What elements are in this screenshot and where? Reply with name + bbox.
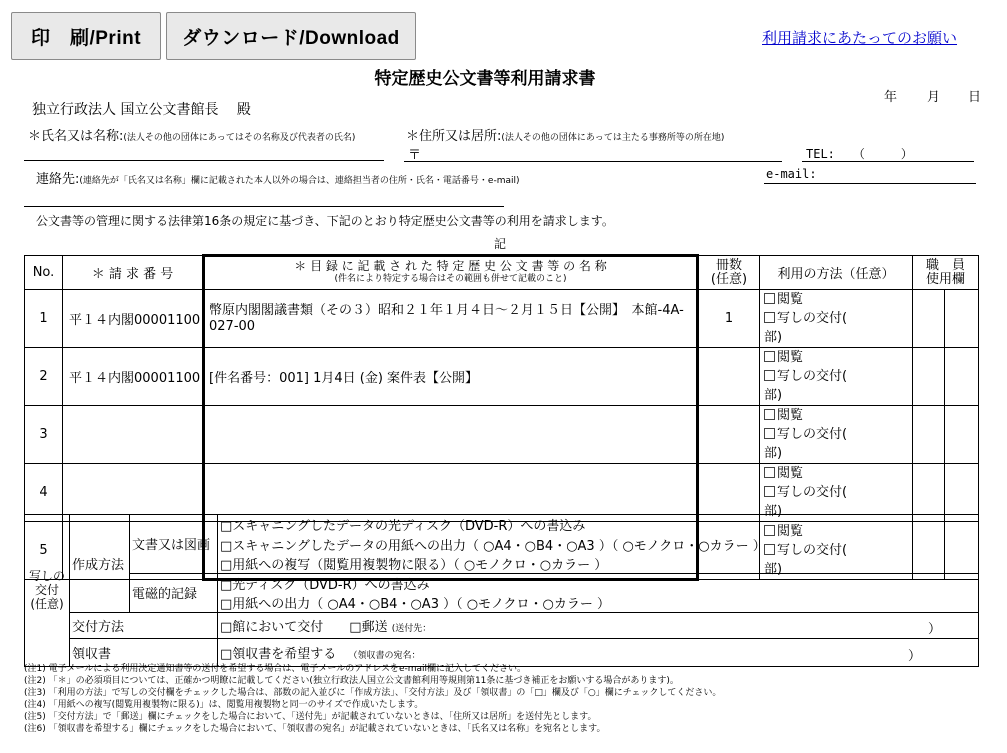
header-doc-name	[204, 256, 698, 290]
row-no: 5	[25, 522, 63, 580]
paper-option-print[interactable]: □スキャニングしたデータの用紙への出力（ ○A4・○B4・○A3 ）（ ○モノクロ・○カラー ）	[218, 535, 979, 554]
row-request-no[interactable]: 平１４内閣00001100	[63, 348, 204, 406]
form-title: 特定歴史公文書等利用請求書	[374, 69, 596, 89]
checkbox-icon[interactable]	[764, 351, 775, 362]
method-copy-option[interactable]	[764, 367, 912, 405]
name-label: ＊氏名又は名称:	[28, 129, 124, 144]
contact-label: 連絡先:	[36, 172, 80, 187]
method-view-label: 閲覧	[777, 292, 804, 307]
delivery-options	[218, 612, 979, 638]
row-method	[760, 348, 913, 406]
checkbox-icon[interactable]	[764, 467, 775, 478]
email-label: e-mail:	[766, 167, 817, 181]
table-row	[25, 406, 979, 464]
paper-label: 文書又は図画	[130, 515, 218, 574]
address-label-group	[406, 125, 724, 144]
tel-label: TEL: （ ）	[806, 147, 913, 161]
creation-method-label: 作成方法	[70, 515, 130, 613]
notice-link[interactable]: 利用請求にあたってのお願い	[762, 29, 958, 47]
address-input-line[interactable]	[404, 161, 782, 162]
tel-input-line[interactable]	[802, 161, 974, 162]
checkbox-icon[interactable]	[764, 370, 775, 381]
date-month: 月	[927, 90, 941, 105]
staff-cell	[913, 290, 945, 348]
method-view-option[interactable]	[764, 464, 912, 483]
staff-cell	[913, 464, 945, 522]
method-copy-option[interactable]	[764, 309, 912, 347]
method-copy-label: 写しの交付( 部)	[764, 427, 900, 461]
header-no: No.	[25, 256, 63, 290]
download-button[interactable]: ダウンロード/Download	[166, 12, 416, 60]
method-view-label: 閲覧	[777, 466, 804, 481]
receipt-options	[218, 638, 979, 666]
delivery-close: ）	[928, 621, 942, 637]
postal-mark: 〒	[408, 148, 422, 163]
receipt-option[interactable]: □領収書を希望する	[220, 646, 337, 662]
digital-option-disk[interactable]: □光ディスク（DVD-R）への書込み	[218, 573, 979, 593]
delivery-destination-label: (送付先：	[391, 623, 432, 634]
contact-note: (連絡先が「氏名又は名称」欄に記載された本人以外の場合は、連絡担当者の住所・氏名・電話番号・e-mail)	[79, 176, 520, 186]
note-1: (注1) 電子メールによる利用決定通知書等の送付を希望する場合は、電子メールのアドレスをe-mail欄に記入してください。	[24, 664, 527, 674]
header-doc-name-main: ＊ 目 録 に 記 載 さ れ た 特 定 歴 史 公 文 書 等 の 名 称	[294, 259, 607, 273]
checkbox-icon[interactable]	[764, 409, 775, 420]
row-doc-name[interactable]: [件名番号：001] 1月4日 (金) 案件表【公開】	[204, 348, 698, 406]
staff-cell	[913, 406, 945, 464]
copy-side-label: 写しの交付(任意)	[25, 515, 70, 667]
header-request-no: ＊ 請 求 番 号	[63, 256, 204, 290]
request-text: 公文書等の管理に関する法律第16条の規定に基づき、下記のとおり特定歴史公文書等の利用を請求します。	[36, 214, 614, 228]
row-method	[760, 464, 913, 522]
delivery-method-label: 交付方法	[70, 612, 218, 638]
address-note: (法人その他の団体にあっては主たる事務所等の所在地)	[501, 133, 725, 143]
checkbox-icon[interactable]	[764, 486, 775, 497]
paper-option-copy[interactable]: □用紙への複写（閲覧用複製物に限る）（ ○モノクロ・○カラー ）	[218, 554, 979, 574]
email-input-line[interactable]	[764, 183, 976, 184]
header-doc-name-note: (件名により特定する場合はその範囲も併せて記載のこと)	[334, 274, 567, 284]
method-copy-label: 写しの交付( 部)	[764, 485, 900, 519]
date-year: 年	[884, 90, 898, 105]
table-row	[25, 290, 979, 348]
checkbox-icon[interactable]	[764, 428, 775, 439]
method-view-label: 閲覧	[777, 524, 804, 539]
method-copy-label: 写しの交付( 部)	[764, 369, 900, 403]
contact-input-line[interactable]	[24, 206, 504, 207]
table-row	[25, 348, 979, 406]
row-count[interactable]: 1	[698, 290, 760, 348]
staff-cell	[945, 290, 979, 348]
notes	[24, 663, 994, 735]
method-copy-label: 写しの交付( 部)	[764, 543, 900, 577]
row-no: 1	[25, 290, 63, 348]
row-no: 3	[25, 406, 63, 464]
row-request-no[interactable]	[63, 464, 204, 522]
addressee: 独立行政法人 国立公文書館長 殿	[32, 102, 251, 118]
row-count[interactable]	[698, 348, 760, 406]
copy-delivery-table	[24, 514, 979, 667]
checkbox-icon[interactable]	[764, 312, 775, 323]
note-5: (注5) 「交付方法」で「郵送」欄にチェックをした場合において、「送付先」が記載されていないときは、「住所又は居所」を送付先とします。	[24, 712, 597, 722]
digital-label: 電磁的記録	[130, 573, 218, 612]
header-method: 利用の方法（任意）	[760, 256, 913, 290]
row-method	[760, 406, 913, 464]
staff-cell	[945, 348, 979, 406]
header-staff: 職 員 使用欄	[913, 256, 979, 290]
method-copy-label: 写しの交付( 部)	[764, 311, 900, 345]
method-view-label: 閲覧	[777, 350, 804, 365]
paper-option-disk[interactable]: □スキャニングしたデータの光ディスク（DVD-R）への書込み	[218, 515, 979, 535]
name-input-line[interactable]	[24, 160, 384, 161]
method-view-label: 閲覧	[777, 408, 804, 423]
row-request-no[interactable]: 平１４内閣00001100	[63, 290, 204, 348]
name-note: (法人その他の団体にあってはその名称及び代表者の氏名)	[123, 133, 356, 143]
print-button[interactable]: 印 刷/Print	[11, 12, 161, 60]
header-count: 冊数 (任意)	[698, 256, 760, 290]
row-count[interactable]	[698, 406, 760, 464]
contact-label-group	[36, 168, 519, 187]
staff-cell	[945, 406, 979, 464]
method-view-option[interactable]	[764, 348, 912, 367]
row-doc-name[interactable]: 幣原内閣閣議書類（その３）昭和２１年１月４日～２月１５日【公開】 本館-4A-027-00	[204, 290, 698, 348]
delivery-option[interactable]: □館において交付 □郵送	[220, 619, 388, 635]
row-count[interactable]	[698, 464, 760, 522]
note-3: (注3) 「利用の方法」で写しの交付欄をチェックした場合は、部数の記入並びに「作成方法」、「交付方法」及び「領収書」の「□」欄及び「○」欄にチェックしてください。	[24, 688, 722, 698]
row-doc-name[interactable]	[204, 406, 698, 464]
staff-cell	[913, 348, 945, 406]
row-method	[760, 290, 913, 348]
row-no: 4	[25, 464, 63, 522]
row-doc-name[interactable]	[204, 464, 698, 522]
note-6: (注6) 「領収書を希望する」欄にチェックをした場合において、「領収書の宛名」が記載されていないときは、「氏名又は名称」を宛名とします。	[24, 724, 606, 734]
receipt-name-label: （領収書の宛名：	[348, 650, 421, 661]
name-label-group	[28, 125, 355, 144]
ki-label: 記	[494, 237, 507, 251]
receipt-label: 領収書	[70, 638, 218, 666]
address-label: ＊住所又は居所:	[406, 129, 502, 144]
date-day: 日	[968, 90, 982, 105]
row-request-no[interactable]	[63, 406, 204, 464]
method-view-option[interactable]	[764, 406, 912, 425]
checkbox-icon[interactable]	[764, 293, 775, 304]
receipt-close: ）	[908, 648, 922, 664]
method-copy-option[interactable]	[764, 425, 912, 463]
note-2: (注2) 「＊」の必須項目については、正確かつ明瞭に記載してください(独立行政法人国立公文書館利用等規則第11条に基づき補正をお願いする場合があります)。	[24, 676, 679, 686]
staff-cell	[945, 464, 979, 522]
row-no: 2	[25, 348, 63, 406]
digital-option-print[interactable]: □用紙への出力（ ○A4・○B4・○A3 ）（ ○モノクロ・○カラー ）	[218, 593, 979, 613]
note-4: (注4) 「用紙への複写(閲覧用複製物に限る)」は、閲覧用複製物と同一のサイズで作成いたします。	[24, 700, 424, 710]
table-row	[25, 464, 979, 522]
method-view-option[interactable]	[764, 290, 912, 309]
